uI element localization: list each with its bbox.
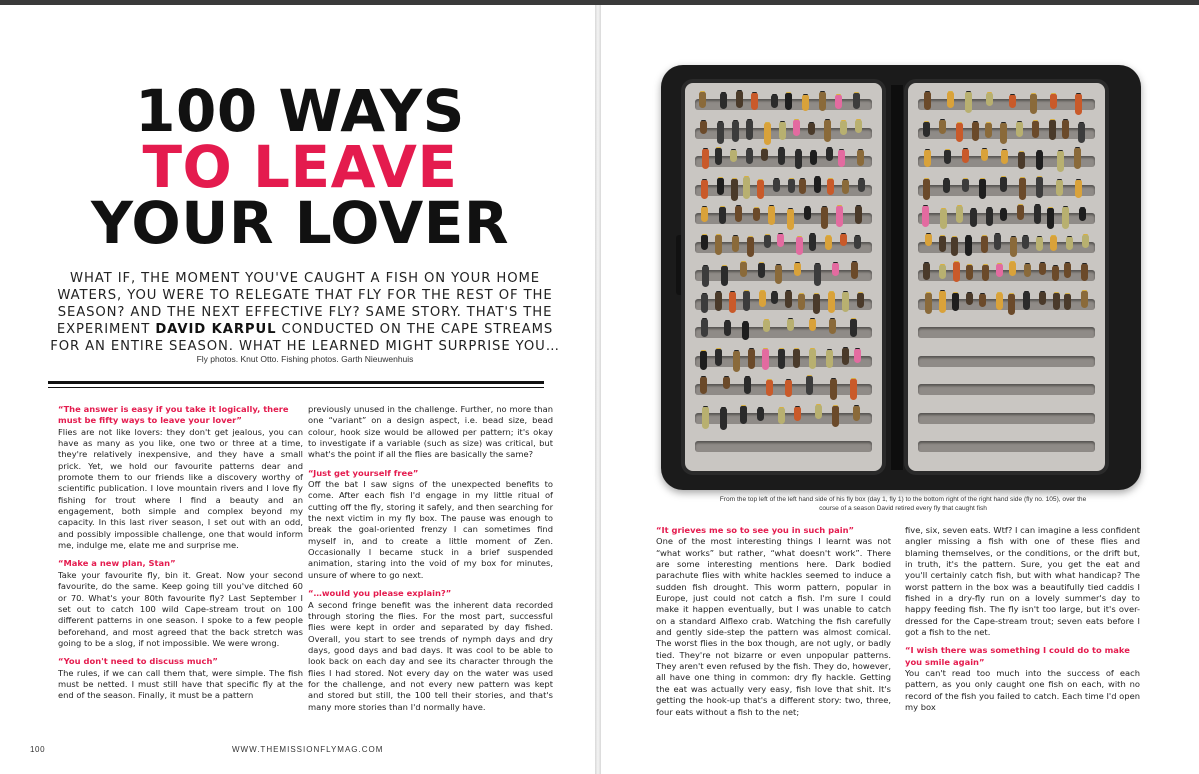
- fly-icon: [702, 407, 709, 429]
- fly-icon: [763, 320, 770, 332]
- fly-icon: [771, 95, 778, 108]
- fly-icon: [701, 207, 708, 222]
- fly-icon: [793, 120, 800, 136]
- fly-icon: [956, 123, 963, 142]
- fly-icon: [953, 262, 960, 282]
- website-url: WWW.THEMISSIONFLYMAG.COM: [232, 745, 384, 754]
- fly-icon: [721, 266, 728, 286]
- fly-icon: [809, 234, 816, 251]
- fly-icon: [1062, 207, 1069, 229]
- fly-icon: [796, 237, 803, 255]
- fly-icon: [1050, 236, 1057, 251]
- fly-icon: [962, 179, 969, 193]
- fly-icon: [1050, 94, 1057, 109]
- fly-icon: [702, 266, 709, 287]
- fly-icon: [830, 379, 837, 400]
- fly-icon: [965, 236, 972, 255]
- fly-icon: [832, 263, 839, 276]
- fly-icon: [748, 349, 755, 369]
- fly-icon: [972, 122, 979, 142]
- fly-icon: [966, 265, 973, 280]
- fly-icon: [701, 294, 708, 313]
- fly-icon: [798, 294, 805, 310]
- fly-icon: [1024, 264, 1031, 277]
- fly-icon: [1082, 235, 1089, 247]
- fly-icon: [826, 350, 833, 368]
- fly-icon: [813, 294, 820, 314]
- fly-icon: [764, 123, 771, 145]
- fly-icon: [787, 209, 794, 230]
- fly-icon: [836, 206, 843, 227]
- fly-icon: [757, 408, 764, 421]
- fly-icon: [1064, 263, 1071, 278]
- fly-icon: [939, 265, 946, 279]
- fly-icon: [779, 122, 786, 140]
- section-rule: [48, 381, 544, 388]
- fly-icon: [777, 234, 784, 247]
- fly-icon: [735, 206, 742, 222]
- fly-icon: [1047, 208, 1054, 229]
- fly-icon: [829, 319, 836, 334]
- photo-credits: Fly photos. Knut Otto. Fishing photos. Garth Nieuwenhuis: [196, 354, 414, 364]
- fly-icon: [778, 349, 785, 369]
- fly-icon: [943, 179, 950, 193]
- fly-icon: [1032, 121, 1039, 138]
- fly-icon: [799, 179, 806, 194]
- fly-icon: [731, 179, 738, 201]
- fly-icon: [826, 148, 833, 161]
- fly-icon: [809, 319, 816, 331]
- fly-box-slot: [918, 356, 1095, 367]
- fly-icon: [857, 293, 864, 308]
- fly-icon: [1009, 95, 1016, 109]
- fly-icon: [819, 92, 826, 112]
- fly-icon: [814, 177, 821, 193]
- fly-icon: [715, 292, 722, 312]
- fly-icon: [715, 349, 722, 366]
- fly-icon: [855, 120, 862, 134]
- fly-icon: [986, 208, 993, 226]
- fly-icon: [966, 293, 973, 306]
- paragraph: Take your favourite fly, bin it. Great. Now your second favourite, do the same. Keep going till you've ditched 60 or 70. What's your 80th favourite fly? Last September I set out to catch 100 wild Cape-stream trout on 100 different patterns in one season. I spoke to a few people beforehand, and most agreed that the back stretch was going to be a slog, if not impossible. We were wrong.: [58, 569, 303, 648]
- fly-icon: [956, 206, 963, 223]
- fly-icon: [747, 237, 754, 257]
- fly-icon: [720, 93, 727, 109]
- fly-icon: [740, 406, 747, 425]
- fly-icon: [1057, 151, 1064, 172]
- fly-icon: [986, 93, 993, 106]
- fly-icon: [858, 179, 865, 192]
- fly-icon: [810, 151, 817, 166]
- fly-icon: [762, 349, 769, 370]
- fly-icon: [1000, 209, 1007, 222]
- left-page: [0, 5, 595, 774]
- right-page: [601, 5, 1199, 774]
- fly-icon: [982, 265, 989, 281]
- fly-icon: [723, 377, 730, 390]
- title-line-2: TO LEAVE: [142, 133, 458, 201]
- fly-icon: [743, 291, 750, 311]
- fly-icon: [740, 262, 747, 277]
- fly-icon: [1079, 208, 1086, 220]
- fly-icon: [701, 319, 708, 336]
- fly-icon: [1018, 152, 1025, 169]
- fly-icon: [970, 209, 977, 228]
- deck-author: DAVID KARPUL: [155, 322, 277, 337]
- fly-icon: [923, 122, 930, 137]
- fly-icon: [925, 234, 932, 246]
- fly-icon: [944, 150, 951, 164]
- fly-icon: [809, 349, 816, 369]
- fly-icon: [1034, 205, 1041, 224]
- fly-icon: [825, 236, 832, 250]
- fly-icon: [746, 149, 753, 163]
- fly-icon: [744, 377, 751, 394]
- fly-box-hinge: [891, 85, 903, 470]
- fly-box-right-panel: [904, 79, 1109, 475]
- fly-icon: [824, 120, 831, 142]
- fly-box-slot: [695, 441, 872, 452]
- fly-icon: [923, 263, 930, 280]
- subhead: “Just get yourself free”: [308, 467, 419, 478]
- fly-icon: [715, 148, 722, 165]
- fly-icon: [1030, 94, 1037, 114]
- fly-icon: [854, 349, 861, 364]
- fly-icon: [947, 92, 954, 108]
- fly-icon: [850, 319, 857, 337]
- fly-box-slot: [695, 327, 872, 338]
- fly-icon: [855, 206, 862, 224]
- fly-icon: [842, 180, 849, 194]
- fly-icon: [979, 179, 986, 199]
- fly-icon: [794, 263, 801, 276]
- subhead: “I wish there was something I could do to make you smile again”: [905, 645, 1130, 667]
- paragraph: Off the bat I saw signs of the unexpected benefits to come. After each fish I'd engage in my little ritual of cutting off the fly, storing it safely, and then searching for the next victim in my fly box. The pause was enough to break the goal-oriented frenzy I can sometimes find myself in, and to create a little moment of Zen. Occasionally I became stuck in a brief suspended animation, staring into the void of my box for minutes, unsure of where to go next.: [308, 479, 553, 580]
- fly-icon: [821, 207, 828, 229]
- fly-icon: [1000, 123, 1007, 144]
- article-deck: [50, 270, 560, 355]
- fly-icon: [1053, 293, 1060, 310]
- fly-icon: [924, 92, 931, 110]
- fly-icon: [757, 180, 764, 200]
- paragraph: A second fringe benefit was the inherent data recorded through storing the flies. For the most part, successful flies were kept in order and separated by day fished. Overall, you start to see trends of nymph days and dry days, good days and bad days. It was cool to be able to look back on each day and see its character through the flies I had stored. Not every day on the water was used for the challenge, and not every new pattern was kept and stored but still, the 100 tell their stories, and that's many more stories than I'd normally have.: [308, 599, 553, 712]
- fly-icon: [753, 208, 760, 220]
- fly-icon: [719, 207, 726, 225]
- fly-box-slot: [918, 99, 1095, 110]
- fly-icon: [1036, 151, 1043, 170]
- fly-icon: [922, 206, 929, 227]
- fly-icon: [842, 292, 849, 312]
- subhead: “The answer is easy if you take it logically, there must be fifty ways to leave your lover”: [58, 404, 289, 426]
- fly-icon: [729, 292, 736, 313]
- fly-icon: [742, 322, 749, 340]
- fly-icon: [746, 120, 753, 139]
- fly-icon: [806, 376, 813, 394]
- fly-icon: [981, 236, 988, 253]
- paragraph: previously unused in the challenge. Further, no more than one “variant” on a design aspect, i.e. bead size, bead colour, hook size would be allowed per pattern; it's okay to investigate if a variable (such as size) was critical, but what's the point if all the flies are basically the same?: [308, 404, 553, 460]
- fly-icon: [736, 91, 743, 108]
- fly-box-slot: [918, 327, 1095, 338]
- fly-icon: [925, 293, 932, 313]
- fly-icon: [1016, 122, 1023, 137]
- fly-icon: [785, 93, 792, 111]
- deck-part-2: CONDUCTED ON THE CAPE STREAMS FOR AN ENTIRE SEASON. WHAT HE LEARNED MIGHT SURPRISE YOU…: [50, 322, 560, 354]
- fly-icon: [923, 179, 930, 200]
- fly-icon: [939, 120, 946, 133]
- fly-icon: [951, 237, 958, 256]
- fly-icon: [778, 148, 785, 165]
- fly-icon: [733, 351, 740, 372]
- fly-icon: [828, 292, 835, 313]
- fly-box-slot: [918, 441, 1095, 452]
- fly-icon: [939, 236, 946, 252]
- fly-icon: [1019, 178, 1026, 200]
- fly-icon: [724, 321, 731, 335]
- fly-icon: [840, 121, 847, 134]
- fly-icon: [1056, 180, 1063, 197]
- fly-icon: [1036, 237, 1043, 251]
- fly-icon: [1039, 263, 1046, 275]
- fly-box-left-panel: [681, 79, 886, 475]
- fly-icon: [732, 121, 739, 141]
- fly-icon: [720, 408, 727, 430]
- fly-icon: [835, 95, 842, 109]
- fly-icon: [1039, 292, 1046, 305]
- fly-icon: [850, 379, 857, 400]
- fly-icon: [857, 150, 864, 166]
- fly-icon: [808, 123, 815, 135]
- paragraph: The rules, if we can call them that, were simple. The fish must be netted. I must still have that specific fly at the end of the season. Finally, it must be a pattern: [58, 667, 303, 701]
- fly-icon: [788, 179, 795, 193]
- fly-icon: [804, 207, 811, 220]
- fly-icon: [795, 150, 802, 169]
- fly-icon: [962, 149, 969, 163]
- fly-icon: [1000, 177, 1007, 192]
- fly-icon: [1001, 150, 1008, 164]
- fly-icon: [985, 123, 992, 138]
- fly-icon: [794, 407, 801, 421]
- fly-icon: [758, 263, 765, 278]
- fly-icon: [701, 235, 708, 250]
- paragraph: You can't read too much into the success of each pattern, as you only caught one fish on each, with no record of the fish you failed to catch. Each time I'd open my box: [905, 668, 1140, 713]
- fly-icon: [840, 234, 847, 246]
- right-column-1: [656, 525, 891, 721]
- fly-icon: [778, 408, 785, 425]
- fly-icon: [1081, 291, 1088, 308]
- fly-icon: [1062, 120, 1069, 140]
- deck-part-1: WHAT IF, THE MOMENT YOU'VE CAUGHT A FISH ON YOUR HOME WATERS, YOU WERE TO RELEGATE THAT FLY FOR THE REST OF THE SEASON? AND THE NEXT EFFECTIVE FLY? SAME STORY. THAT'S THE EXPERIMENT: [56, 271, 553, 337]
- fly-icon: [1023, 292, 1030, 310]
- fly-box-slot: [695, 384, 872, 395]
- fly-icon: [751, 93, 758, 110]
- fly-icon: [700, 351, 707, 370]
- fly-box-slot: [918, 384, 1095, 395]
- fly-icon: [1022, 236, 1029, 249]
- fly-icon: [940, 209, 947, 230]
- fly-icon: [785, 291, 792, 308]
- fly-icon: [842, 348, 849, 365]
- fly-icon: [827, 179, 834, 194]
- fly-icon: [1074, 148, 1081, 169]
- fly-icon: [965, 92, 972, 114]
- fly-icon: [1064, 294, 1071, 310]
- fly-icon: [1081, 264, 1088, 281]
- fly-icon: [700, 121, 707, 134]
- article-title: [60, 77, 540, 257]
- photo-caption: From the top left of the left hand side of his fly box (day 1, fly 1) to the bottom right of the right hand side (fly no. 105), over the course of a season David retired every fly that caught fish: [719, 496, 1087, 512]
- fly-icon: [717, 178, 724, 195]
- fly-icon: [787, 319, 794, 331]
- left-column-2: [308, 404, 553, 716]
- fly-box-photo: [661, 65, 1141, 490]
- fly-icon: [838, 150, 845, 166]
- fly-icon: [1010, 237, 1017, 257]
- fly-icon: [994, 234, 1001, 250]
- fly-icon: [832, 406, 839, 427]
- fly-icon: [1036, 177, 1043, 198]
- fly-icon: [761, 149, 768, 161]
- fly-icon: [996, 293, 1003, 310]
- fly-icon: [853, 406, 860, 421]
- fly-icon: [1008, 294, 1015, 315]
- fly-icon: [701, 180, 708, 199]
- paragraph: One of the most interesting things I learnt was not “what works” but rather, “what doesn't work”. There are some interesting mentions here. Dark bodied parachute flies with white hackles seemed to induce a sudden fish drought. This worm pattern, popular in Europe, just could not catch a fish. I'm sure I could make it happen eventually, but I was unable to catch on a standard Alflexo crab. Watching the fish carefully and gently side-step the pattern was almost comical. The worst flies in the box though, are not ugly, or badly tied. They're not bizarre or even unpopular patterns. They aren't even refused by the fish. They do, however, all have one thing in common: dry fly hackle. Getting the eat was actually very easy, fish love that shit. It's getting the hook-up that's a different story: two, three, four eats without a fish to the net;: [656, 536, 891, 717]
- fly-icon: [743, 177, 750, 199]
- fly-box-slot: [918, 413, 1095, 424]
- page-number: 100: [30, 745, 46, 754]
- fly-icon: [1017, 205, 1024, 220]
- fly-icon: [1052, 266, 1059, 281]
- fly-icon: [952, 293, 959, 311]
- fly-icon: [702, 149, 709, 169]
- fly-icon: [771, 292, 778, 304]
- subhead: “You don't need to discuss much”: [58, 656, 218, 667]
- fly-icon: [700, 377, 707, 394]
- fly-icon: [854, 236, 861, 249]
- fly-icon: [924, 150, 931, 167]
- fly-icon: [1066, 237, 1073, 250]
- fly-icon: [814, 264, 821, 285]
- fly-icon: [979, 294, 986, 307]
- subhead: “Make a new plan, Stan”: [58, 558, 176, 569]
- title-line-3: YOUR LOVER: [91, 189, 509, 257]
- fly-icon: [939, 291, 946, 313]
- fly-icon: [853, 93, 860, 109]
- fly-icon: [981, 149, 988, 161]
- left-column-1: [58, 404, 303, 705]
- fly-icon: [766, 380, 773, 396]
- fly-icon: [793, 349, 800, 368]
- subhead: “It grieves me so to see you in such pain”: [656, 525, 855, 535]
- fly-icon: [773, 179, 780, 192]
- paragraph: Flies are not like lovers: they don't get jealous, you can have as many as you like, one two or three at a time, they're relatively inexpensive, and they have a small prick. Yet, we hold our favourite patterns dear and promote them to our friends like a discovery worthy of scientific publication. I love mountain rivers and I love fly fishing for trout where I find a beauty and an engagement, both simple and complex beyond my capacity. In this last river season, I set out with an odd, and possibly impossible challenge, one that would inform me, indulge me, elate me and surprise me.: [58, 426, 303, 551]
- fly-icon: [732, 236, 739, 252]
- fly-icon: [768, 206, 775, 225]
- fly-icon: [717, 122, 724, 144]
- fly-icon: [996, 264, 1003, 277]
- paragraph: five, six, seven eats. Wtf? I can imagine a less confident angler missing a fish with one of these flies and blaming themselves, or the conditions, or the drift but, in truth, it's the pattern. Sure, you get the eat and you'll certainly catch fish, but with what handicap? The worst pattern in the box was a beautifully tied caddis I fished in a dry-fly run on a lovely summer's day to happy feeding fish. The fly isn't too large, but it's over-dressed for the Cape-stream trout; seven eats before I got a fish to the net.: [905, 525, 1140, 638]
- fly-icon: [715, 235, 722, 255]
- fly-icon: [699, 92, 706, 108]
- fly-icon: [775, 265, 782, 284]
- fly-icon: [1009, 262, 1016, 276]
- fly-icon: [1078, 123, 1085, 143]
- right-column-2: [905, 525, 1140, 717]
- title-line-1: 100 WAYS: [135, 77, 465, 145]
- fly-icon: [1049, 120, 1056, 140]
- fly-icon: [1075, 94, 1082, 115]
- fly-icon: [785, 380, 792, 397]
- fly-icon: [802, 95, 809, 111]
- fly-icon: [815, 405, 822, 419]
- fly-icon: [1075, 180, 1082, 198]
- fly-icon: [851, 262, 858, 278]
- subhead: “…would you please explain?”: [308, 588, 452, 599]
- fly-icon: [759, 291, 766, 308]
- fly-icon: [764, 235, 771, 248]
